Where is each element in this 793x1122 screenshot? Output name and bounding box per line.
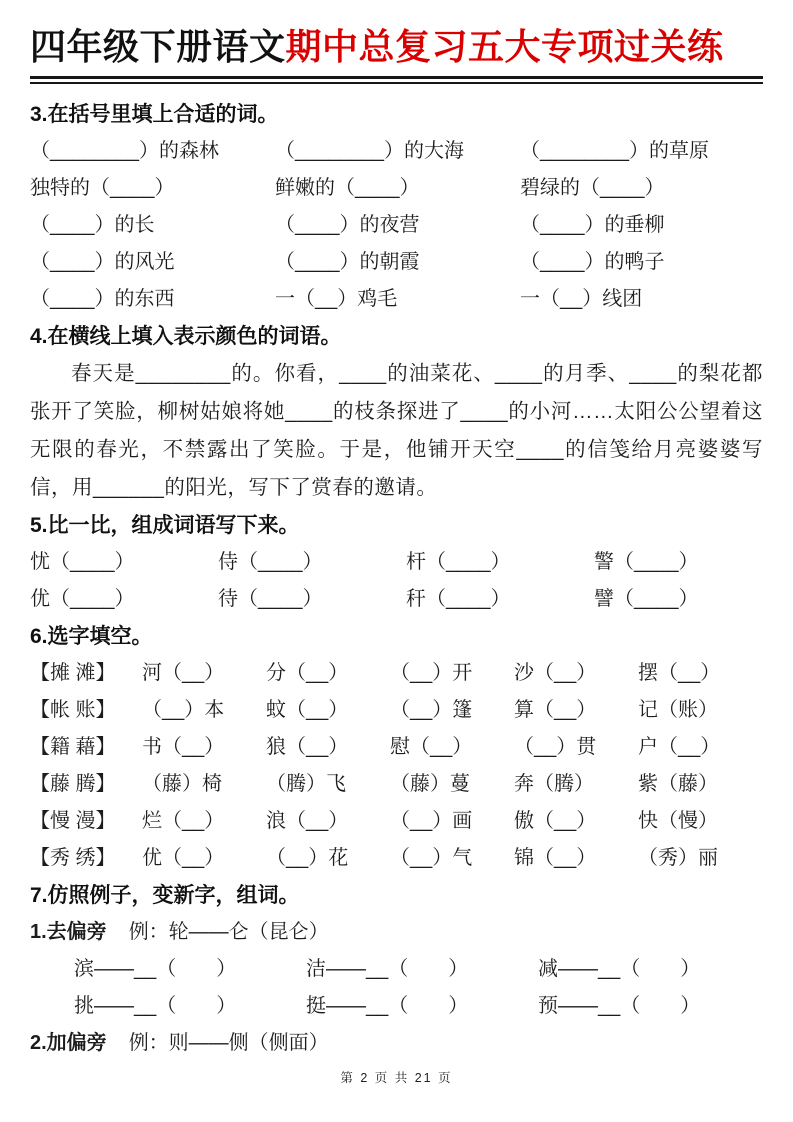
word-cell: （____）的鸭子 xyxy=(520,251,665,273)
section-6-heading: 6.选字填空。 xyxy=(30,625,153,648)
word-cell: （__）贯 xyxy=(514,736,597,758)
word-cell: 优（__） xyxy=(142,847,225,869)
word-cell: 慰（__） xyxy=(390,736,473,758)
choose-row xyxy=(30,729,763,766)
section-5-heading: 5.比一比，组成词语写下来。 xyxy=(30,514,300,537)
word-cell: （____）的长 xyxy=(30,214,155,236)
section-new-character xyxy=(30,877,763,1062)
word-row xyxy=(30,988,763,1025)
example-text: 例：则——侧（侧面） xyxy=(128,1032,329,1054)
title-divider xyxy=(30,76,763,84)
word-cell: 碧绿的（____） xyxy=(520,177,665,199)
title-grade-part: 四年级下册语文 xyxy=(30,26,286,67)
character-choices: 【籍 藉】 xyxy=(30,736,116,758)
word-cell: 分（__） xyxy=(266,662,349,684)
word-row xyxy=(30,244,763,281)
word-cell: 傲（__） xyxy=(514,810,597,832)
word-cell: 摆（__） xyxy=(638,662,721,684)
character-choices: 【帐 账】 xyxy=(30,699,116,721)
word-cell: 侍（____） xyxy=(218,551,323,573)
word-cell: （__）画 xyxy=(390,810,473,832)
subsection-label: 2.加偏旁 xyxy=(30,1032,107,1054)
word-cell: 户（__） xyxy=(638,736,721,758)
section-compare-words xyxy=(30,507,763,618)
word-cell: （__）本 xyxy=(142,699,225,721)
section-7-heading: 7.仿照例子，变新字，组词。 xyxy=(30,884,300,907)
example-text: 例：轮——仑（昆仑） xyxy=(128,921,329,943)
word-cell: 待（____） xyxy=(218,588,323,610)
word-row xyxy=(30,170,763,207)
page-footer: 第 2 页 共 21 页 xyxy=(340,1071,453,1085)
word-cell: 快（慢） xyxy=(638,810,718,832)
word-cell: 警（____） xyxy=(594,551,699,573)
word-cell: 譬（____） xyxy=(594,588,699,610)
word-cell: 蚊（__） xyxy=(266,699,349,721)
subsection-label: 1.去偏旁 xyxy=(30,921,107,943)
word-cell: 浪（__） xyxy=(266,810,349,832)
word-cell: 一（__）鸡毛 xyxy=(275,288,398,310)
choose-row xyxy=(30,840,763,877)
section-3-heading: 3.在括号里填上合适的词。 xyxy=(30,103,279,126)
word-cell: 奔（腾） xyxy=(514,773,594,795)
section-choose-character xyxy=(30,618,763,877)
word-cell: 书（__） xyxy=(142,736,225,758)
word-cell: （____）的朝霞 xyxy=(275,251,420,273)
word-row xyxy=(30,951,763,988)
character-choices: 【藤 腾】 xyxy=(30,773,116,795)
word-cell: 忧（____） xyxy=(30,551,135,573)
word-cell: （秀）丽 xyxy=(638,847,718,869)
word-cell: 河（__） xyxy=(142,662,225,684)
word-cell: （__）开 xyxy=(390,662,473,684)
character-choices: 【秀 绣】 xyxy=(30,847,116,869)
section-4-heading: 4.在横线上填入表示颜色的词语。 xyxy=(30,325,342,348)
word-cell: （藤）椅 xyxy=(142,773,222,795)
fill-color-paragraph: 春天是________的。你看，____的油菜花、____的月季、____的梨花都张开了笑脸，柳树姑娘将她____的枝条探进了____的小河……太阳公公望着这无限的春光，不禁露出了笑脸。于是，他铺开天空____的信笺给月亮婆婆写信，用______的阳光，写下了赏春的邀请。 xyxy=(30,362,763,499)
worksheet-content xyxy=(30,96,763,1062)
word-cell: （________）的森林 xyxy=(30,140,219,162)
subsection-remove-radical xyxy=(30,914,763,951)
word-cell: （________）的草原 xyxy=(520,140,709,162)
word-row xyxy=(30,544,763,581)
word-cell: 记（账） xyxy=(638,699,718,721)
word-row xyxy=(30,281,763,318)
word-cell: 预——__（ ） xyxy=(538,995,701,1017)
word-cell: （腾）飞 xyxy=(266,773,346,795)
word-cell: （____）的垂柳 xyxy=(520,214,665,236)
word-cell: 挑——__（ ） xyxy=(74,995,237,1017)
word-cell: 挺——__（ ） xyxy=(306,995,469,1017)
word-cell: （__）气 xyxy=(390,847,473,869)
worksheet-title xyxy=(30,24,763,70)
word-cell: 沙（__） xyxy=(514,662,597,684)
choose-row xyxy=(30,803,763,840)
word-row xyxy=(30,207,763,244)
section-color-words xyxy=(30,318,763,507)
word-cell: 烂（__） xyxy=(142,810,225,832)
word-cell: （________）的大海 xyxy=(275,140,464,162)
title-topic-part: 期中总复习五大专项过关练 xyxy=(285,26,724,67)
character-choices: 【慢 漫】 xyxy=(30,810,116,832)
subsection-add-radical xyxy=(30,1025,763,1062)
word-cell: 鲜嫩的（____） xyxy=(275,177,420,199)
word-cell: 紫（藤） xyxy=(638,773,718,795)
word-cell: （____）的东西 xyxy=(30,288,175,310)
word-row xyxy=(30,133,763,170)
word-cell: 狼（__） xyxy=(266,736,349,758)
word-cell: 洁——__（ ） xyxy=(306,958,469,980)
choose-row xyxy=(30,655,763,692)
section-fill-words xyxy=(30,96,763,318)
character-choices: 【摊 滩】 xyxy=(30,662,116,684)
word-cell: （__）篷 xyxy=(390,699,473,721)
word-cell: 减——__（ ） xyxy=(538,958,701,980)
word-cell: 算（__） xyxy=(514,699,597,721)
word-cell: 一（__）线团 xyxy=(520,288,643,310)
word-cell: 锦（__） xyxy=(514,847,597,869)
word-cell: （____）的夜营 xyxy=(275,214,420,236)
word-cell: 滨——__（ ） xyxy=(74,958,237,980)
word-cell: 独特的（____） xyxy=(30,177,175,199)
choose-row xyxy=(30,692,763,729)
choose-row xyxy=(30,766,763,803)
word-cell: （藤）蔓 xyxy=(390,773,470,795)
word-cell: 秆（____） xyxy=(406,588,511,610)
word-cell: 杆（____） xyxy=(406,551,511,573)
word-cell: （__）花 xyxy=(266,847,349,869)
word-cell: 优（____） xyxy=(30,588,135,610)
word-cell: （____）的风光 xyxy=(30,251,175,273)
word-row xyxy=(30,581,763,618)
